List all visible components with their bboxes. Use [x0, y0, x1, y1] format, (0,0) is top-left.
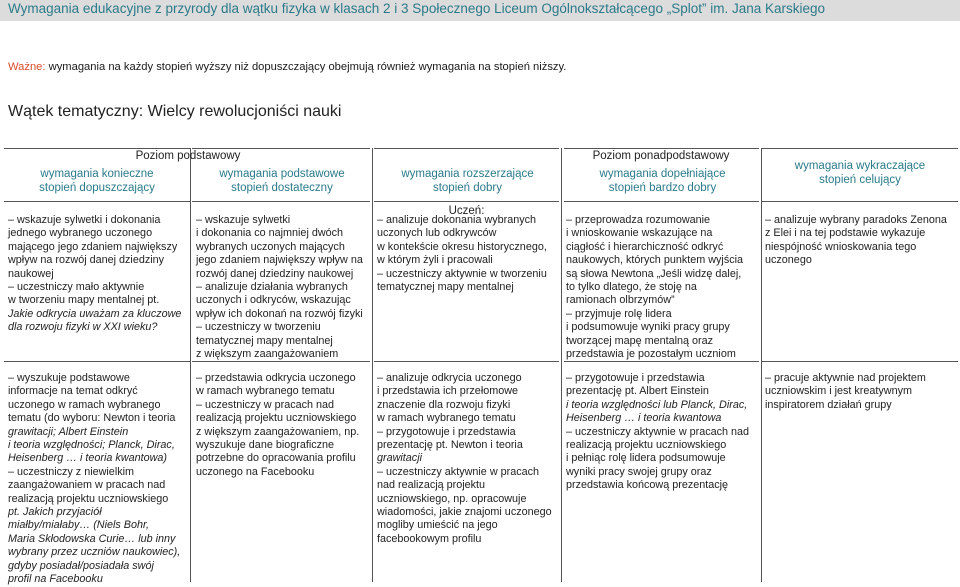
- text-line: wpływ na rozwój danej dziedziny: [8, 254, 165, 267]
- advanced-level-label: Poziom ponadpodstawowy: [592, 150, 730, 162]
- text-line: mającego jego zdaniem największy: [8, 240, 178, 253]
- cell-r1-dostateczny: [196, 214, 363, 361]
- important-note: [8, 61, 566, 73]
- text-line: – uczestniczy w pracach nad: [196, 398, 335, 411]
- text-line: dla rozwoju fizyki w XXI wieku?: [8, 321, 158, 334]
- text-line: – pracuje aktywnie nad projektem: [765, 372, 926, 384]
- text-line: – przedstawia odkrycia uczonego: [196, 372, 356, 384]
- text-line: naukowej: [8, 267, 54, 280]
- text-line: miałby/miałaby… (Niels Bohr,: [8, 519, 150, 532]
- cell-r2-dobry: [377, 372, 552, 546]
- text-line: prezentację pt. Albert Einstein: [566, 385, 709, 398]
- text-line: uczonego: [765, 254, 812, 267]
- text-line: wymagania konieczne: [40, 168, 154, 180]
- text-line: – przygotowuje i przedstawia: [377, 425, 516, 438]
- text-line: – uczestniczy aktywnie w tworzeniu: [377, 267, 547, 280]
- text-line: tematycznej mapy mentalnej: [196, 334, 333, 347]
- text-line: facebookowym profilu: [377, 532, 482, 545]
- text-line: realizacją projektu uczniowskiego: [8, 492, 169, 505]
- cell-r1-dobry: [377, 214, 547, 294]
- text-line: stopień celujący: [819, 174, 901, 186]
- text-line: – analizuje dokonania wybranych: [377, 214, 537, 226]
- text-line: prezentację pt. Newton i teoria: [377, 439, 523, 452]
- cell-r2-celujacy: [765, 372, 926, 412]
- text-line: grawitacji; Albert Einstein: [8, 425, 129, 438]
- text-line: wiadomości, jakie znajomi uczonego: [377, 506, 552, 519]
- text-line: i dokonania co najmniej dwóch: [196, 227, 344, 240]
- text-line: – uczestniczy aktywnie w pracach: [377, 465, 540, 478]
- header-wykraczajace: [762, 159, 958, 187]
- text-line: tematycznej mapy mentalnej: [377, 281, 514, 294]
- text-line: – uczestniczy mało aktywnie: [8, 281, 145, 294]
- text-line: i podsumowuje wyniki pracy grupy: [566, 321, 730, 334]
- cell-r2-bardzo-dobry: [566, 372, 749, 493]
- text-line: – przyjmuje rolę lidera: [566, 307, 672, 320]
- text-line: znaczenie dla rozwoju fizyki: [377, 398, 511, 411]
- text-line: naukowych, których punktem wyjścia: [566, 254, 744, 267]
- header-konieczne: [4, 167, 190, 195]
- text-line: Heisenberg … i teoria kwantowa: [566, 412, 722, 425]
- text-line: i teoria względności; Planck, Dirac,: [8, 439, 175, 452]
- text-line: przedstawia je pozostałym uczniom: [566, 348, 736, 361]
- text-line: – analizuje wybrany paradoks Zenona: [765, 214, 947, 226]
- text-line: realizacją projektu uczniowskiego: [196, 412, 357, 425]
- text-line: jednego wybranego uczonego: [8, 227, 153, 240]
- text-line: wymagania wykraczające: [794, 160, 926, 172]
- text-line: uczonego na Facebooku: [196, 465, 315, 478]
- text-line: w ramach wybranego tematu: [377, 412, 516, 425]
- text-line: niespójność wnioskowania tego: [765, 240, 917, 253]
- text-line: stopień dostateczny: [231, 182, 333, 194]
- cell-r2-dopuszczajacy: [8, 372, 180, 587]
- text-line: uczonych lub odkrywców: [377, 227, 497, 240]
- text-line: stopień bardzo dobry: [608, 182, 717, 194]
- text-line: gdyby posiadał/posiadała swój: [8, 559, 154, 572]
- text-line: rozwój danej dziedziny naukowej: [196, 267, 354, 280]
- text-line: Maria Skłodowska Curie… lub inny: [8, 532, 176, 545]
- text-line: wymagania dopełniające: [599, 168, 726, 180]
- cell-r1-bardzo-dobry: [566, 214, 743, 361]
- text-line: w ramach wybranego tematu: [196, 385, 335, 398]
- text-line: są słowa Newtona „Jeśli widzę dalej,: [566, 267, 742, 280]
- text-line: potrzebne do opracowania profilu: [196, 452, 356, 465]
- text-line: tworzącej mapę mentalną oraz: [566, 334, 714, 347]
- text-line: – wyszukuje podstawowe: [8, 372, 130, 384]
- text-line: informacje na temat odkryć: [8, 385, 138, 398]
- text-line: uczniowskiego, np. opracowuje: [377, 492, 527, 505]
- text-line: w tworzeniu mapy mentalnej pt.: [8, 294, 160, 307]
- text-line: wybranych uczonych mających: [196, 240, 345, 253]
- text-line: jego zdaniem największy wpływ na: [196, 254, 363, 267]
- text-line: z Elei i na tej podstawie wykazuje: [765, 227, 926, 240]
- section-title: Wątek tematyczny: Wielcy rewolucjoniści nauki: [8, 103, 342, 120]
- cell-r1-celujacy: [765, 214, 947, 268]
- text-line: grawitacji: [377, 452, 423, 465]
- text-line: z większym zaangażowaniem, np.: [196, 425, 360, 438]
- text-line: i przedstawia ich przełomowe: [377, 385, 519, 398]
- text-line: ciągłość i hierarchiczność odkryć: [566, 240, 724, 253]
- text-line: uczonych i odkryców, wskazując: [196, 294, 351, 307]
- text-line: z większym zaangażowaniem: [196, 348, 339, 361]
- text-line: wymagania podstawowe: [219, 168, 345, 180]
- text-line: wybrany przez uczniów naukowiec),: [8, 546, 181, 559]
- text-line: realizacją projektu uczniowskiego: [566, 439, 727, 452]
- text-line: tematu (do wyboru: Newton i teoria: [8, 412, 176, 425]
- text-line: – przygotowuje i przedstawia: [566, 372, 705, 384]
- note-text: wymagania na każdy stopień wyższy niż dopuszczający obejmują również wymagania na stopień niższy.: [45, 61, 567, 73]
- text-line: wyniki pracy swojej grupy oraz: [566, 465, 712, 478]
- cell-r1-dopuszczajacy: [8, 214, 181, 335]
- text-line: – analizuje działania wybranych: [196, 281, 348, 294]
- text-line: – wskazuje sylwetki: [196, 214, 291, 226]
- text-line: uczniowskim i jest kreatywnym: [765, 385, 912, 398]
- text-line: w kontekście okresu historycznego,: [377, 240, 547, 253]
- text-line: wpływ ich dokonań na rozwój fizyki: [196, 307, 363, 320]
- basic-level-label: Poziom podstawowy: [135, 150, 241, 162]
- header-dopelniajace: [564, 167, 761, 195]
- text-line: i wnioskowanie wskazujące na: [566, 227, 713, 240]
- text-line: mogliby umieścić na jego: [377, 519, 498, 532]
- cell-r2-dostateczny: [196, 372, 359, 479]
- text-line: inspiratorem działań grupy: [765, 398, 892, 411]
- text-line: – wskazuje sylwetki i dokonania: [8, 214, 161, 226]
- text-line: – przeprowadza rozumowanie: [566, 214, 711, 226]
- text-line: pt. Jakich przyjaciół: [8, 506, 102, 519]
- text-line: wymagania rozszerzające: [401, 168, 534, 180]
- text-line: przedstawia końcową prezentację: [566, 479, 729, 492]
- text-line: to tylko dlatego, że stoję na: [566, 281, 697, 294]
- text-line: – uczestniczy z niewielkim: [8, 465, 135, 478]
- text-line: wyszukuje dane biograficzne: [196, 439, 335, 452]
- text-line: stopień dobry: [432, 182, 503, 194]
- text-line: nad realizacją projektu: [377, 479, 486, 492]
- text-line: i pełniąc rolę lidera podsumowuje: [566, 452, 726, 465]
- text-line: i teoria względności lub Planck, Dirac,: [566, 398, 748, 411]
- text-line: zaangażowaniem w pracach nad: [8, 479, 166, 492]
- text-line: Jakie odkrycia uważam za kluczowe: [8, 307, 182, 320]
- header-podstawowe: [192, 167, 372, 195]
- text-line: – uczestniczy aktywnie w pracach nad: [566, 425, 750, 438]
- students-label: Uczeń:: [448, 205, 485, 217]
- text-line: ramionach olbrzymów”: [566, 294, 675, 307]
- text-line: profil na Facebooku: [8, 573, 103, 586]
- text-line: stopień dopuszczający: [39, 182, 155, 194]
- note-label: Ważne:: [8, 61, 46, 73]
- requirements-table: [4, 148, 958, 586]
- text-line: w którym żyli i pracowali: [377, 254, 493, 267]
- text-line: Heisenberg … i teoria kwantowa): [8, 452, 168, 465]
- text-line: – uczestniczy w tworzeniu: [196, 321, 321, 334]
- header-rozszerzajace: [374, 167, 561, 195]
- text-line: – analizuje odkrycia uczonego: [377, 372, 522, 384]
- document-title: Wymagania edukacyjne z przyrody dla wątku fizyka w klasach 2 i 3 Społecznego Liceum Ogólnokształcącego „Splot” im. Jana Karskiego: [8, 1, 826, 16]
- text-line: uczonego w ramach wybranego: [8, 398, 161, 411]
